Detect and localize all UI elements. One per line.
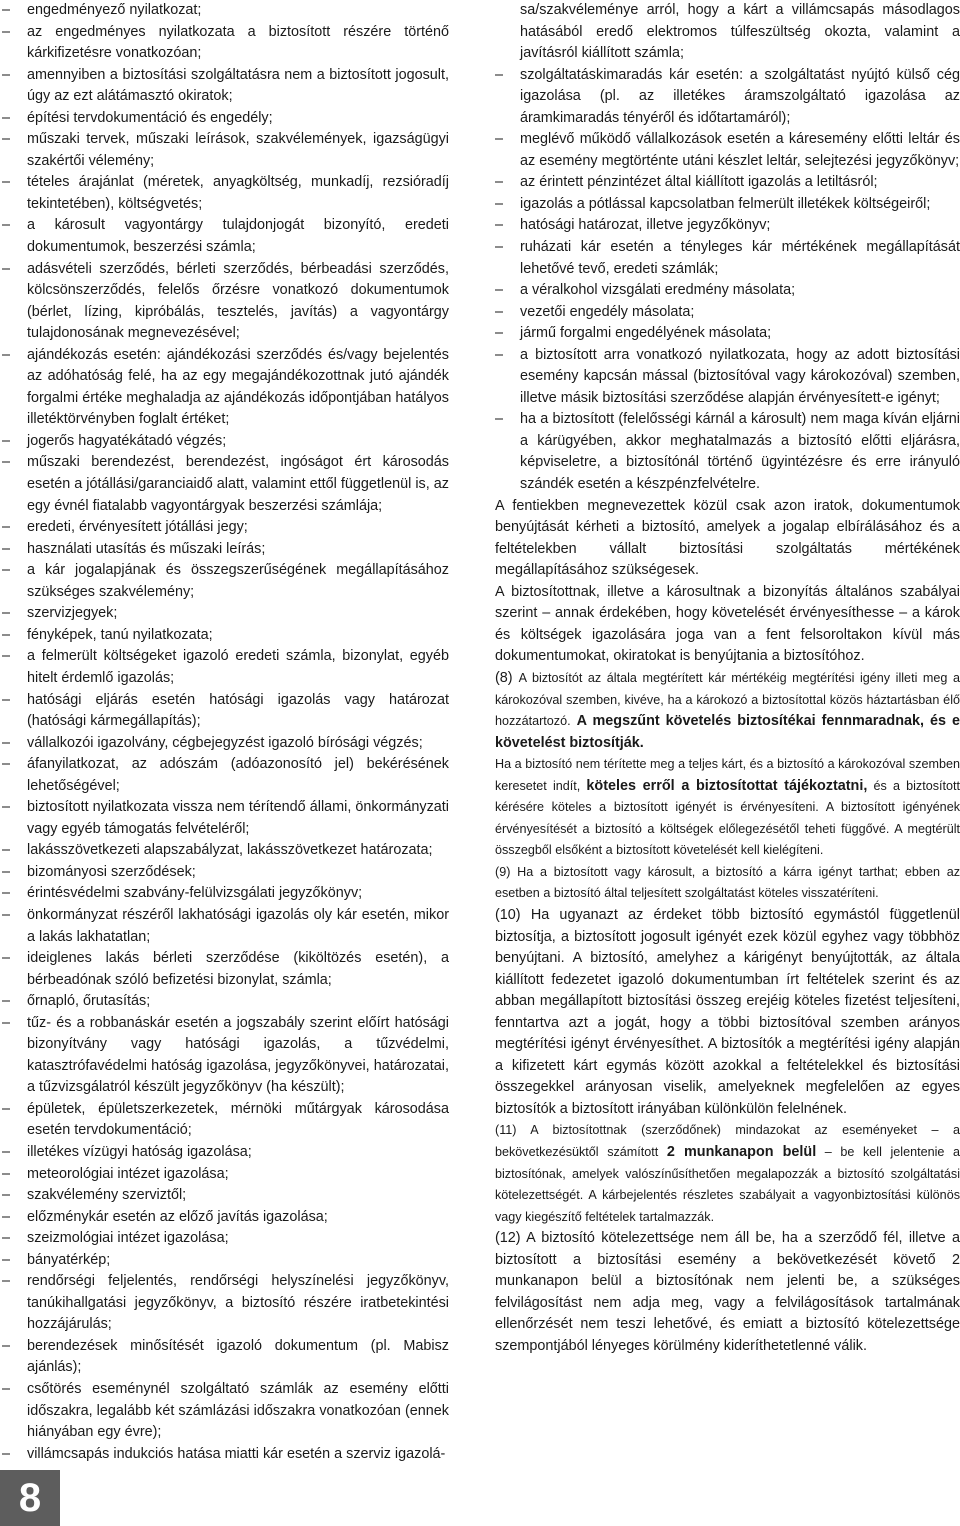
list-item xyxy=(2,1185,449,1207)
dash-bullet-icon: – xyxy=(2,1100,11,1117)
list-item xyxy=(2,1099,449,1142)
dash-bullet-icon: – xyxy=(2,885,11,902)
dash-bullet-icon: – xyxy=(2,454,11,471)
dash-bullet-icon: – xyxy=(2,540,11,557)
list-item-text: tűz- és a robbanáskár esetén a jogszabály szerint előírt hatósági bizonyítvány vagy hatósági igazolás, a tűzvédelmi, katasztrófavédelmi hatóság igazolása, jegyzőkönyvei, határozatai, a tűzvizsgálatról készült jegyzőkönyv (ha készült); xyxy=(27,1014,449,1096)
list-item xyxy=(2,108,449,130)
dash-bullet-icon: – xyxy=(2,734,11,751)
list-item xyxy=(2,259,449,345)
dash-bullet-icon: – xyxy=(2,174,11,191)
list-item-text: engedményező nyilatkozat; xyxy=(27,2,202,18)
paragraph-11-post: – be kell jelentenie a biztosítónak, amelyek valószínűsíthetően megalapozzák a biztosító szolgáltatási kötelezettségét. A kárbejelentés részletes szabályait a vagyonbiztosítási különös vagy kiegészítő feltételek tartalmazzák. xyxy=(495,1144,960,1224)
list-item-text: hatósági határozat, illetve jegyzőkönyv; xyxy=(520,217,771,234)
list-item xyxy=(495,129,960,172)
list-item xyxy=(2,431,449,453)
list-item xyxy=(495,237,960,280)
list-item-text: berendezések minősítését igazoló dokumentum (pl. Mabisz ajánlás); xyxy=(27,1337,449,1376)
list-item xyxy=(2,1336,449,1379)
paragraph-10: (10) Ha ugyanazt az érdeket több biztosító egymástól függetlenül biztosítja, a biztosított jogosult igényét ezek közül egyhez vagy többhöz benyújtani. A biztosító, amelyhez a kárigényt benyújtották, az általa kiállított fedezetet igazoló dokumentumban írt feltételek szerint és az abban megállapított biztosítási összeg erejéig köteles fizetést teljesíteni, fenntartva azt a jogát, hogy a többi biztosítóval szemben arányos megtérítési igényt érvényesíthet. A biztosítók a megtérítési igény alapján a kifizetett kárt egymás között azokkal a feltételekkel és biztosítási összegekkel arányosan viselik, amelyeknek megfelelően az egyes biztosítók a biztosított irányában különkülön felelnének. xyxy=(495,906,960,1117)
list-item xyxy=(2,1013,449,1099)
list-item xyxy=(2,1250,449,1272)
dash-bullet-icon: – xyxy=(495,411,504,428)
list-item xyxy=(495,280,960,302)
paragraph-9: (9) Ha a biztosított vagy károsult, a biztosító a kárra igényt tarthat; ebben az esetben a biztosító által teljesített szolgáltatást köteles visszatéríteni. xyxy=(495,864,960,901)
paragraph-12: (12) A biztosító kötelezettsége nem áll be, ha a szerződő fél, illetve a biztosított a biztosítási esemény a bekövetkezését követő 2 munkanapon belül a biztosítónak nem jelenti be, a szükséges felvilágosítást nem adja meg, vagy a felvilágosítások tartalmának ellenőrzését nem teszi lehetővé, és emiatt a biztosító kötelezettsége szempontjából lényeges körülmény kideríthetetlenné válik. xyxy=(495,1230,960,1354)
list-item xyxy=(495,65,960,130)
list-item-text: szervizjegyek; xyxy=(27,605,118,622)
dash-bullet-icon: – xyxy=(2,691,11,708)
list-item xyxy=(2,840,449,862)
dash-bullet-icon: – xyxy=(2,756,11,773)
list-item-text: csőtörés eseménynél szolgáltató számlák az esemény előtti időszakra, legalább két számlázási időszakra vonatkozóan (ennek hiányában egy évre); xyxy=(27,1381,449,1441)
list-item-text: szakvélemény szerviztől; xyxy=(27,1187,187,1204)
list-item-text: műszaki berendezést, berendezést, ingóságot ért károsodás esetén a jótállási/garanciaidő alatt, valamint ettől függetlenül is, az egy évnél fiatalabb vagyontárgyak beszerzési számlája; xyxy=(27,454,449,514)
dash-bullet-icon: – xyxy=(2,1251,11,1268)
dash-bullet-icon: – xyxy=(2,1143,11,1160)
dash-bullet-icon: – xyxy=(495,346,504,363)
list-item-continuation: sa/szakvéleménye arról, hogy a kárt a villámcsapás másodlagos hatásából eredő elektromos túlfeszültség okozta, valamint a javításról kiállított számla; xyxy=(520,2,960,62)
list-item-text: ideiglenes lakás bérleti szerződése (kiköltözés esetén), a bérbeadónak szóló befizetési bizonylat, számla; xyxy=(27,950,449,988)
list-item-text: fényképek, tanú nyilatkozata; xyxy=(27,626,213,643)
list-item-text: jogerős hagyatékátadó végzés; xyxy=(27,432,227,449)
list-item-text: bányatérkép; xyxy=(27,1251,111,1268)
dash-bullet-icon: – xyxy=(2,131,11,148)
paragraph-2: A biztosítottnak, illetve a károsultnak a bizonyítás általános szabályai szerint – annak érdekében, hogy követelését érvényesíthesse – a károk és költségek igazolására joga van a fent felsoroltakon kívül más dokumentumokat, okiratokat is benyújtania a biztosítóhoz. xyxy=(495,583,960,665)
list-item xyxy=(495,172,960,194)
list-item xyxy=(2,1379,449,1444)
dash-bullet-icon: – xyxy=(2,66,11,83)
list-item-text: épületek, épületszerkezetek, mérnöki műtárgyak károsodása esetén tervdokumentáció; xyxy=(27,1100,449,1139)
dash-bullet-icon: – xyxy=(2,1381,11,1397)
list-item xyxy=(2,1444,449,1466)
dash-bullet-icon: – xyxy=(2,2,11,18)
dash-bullet-icon: – xyxy=(2,1014,11,1031)
list-item xyxy=(495,323,960,345)
list-item-text: őrnapló, őrutasítás; xyxy=(27,993,151,1010)
dash-bullet-icon: – xyxy=(2,626,11,643)
list-item xyxy=(2,862,449,884)
dash-bullet-icon: – xyxy=(495,282,504,299)
paragraph-8 xyxy=(495,668,960,754)
list-item-text: rendőrségi feljelentés, rendőrségi helyszínelési jegyzőkönyv, tanúkihallgatási jegyzőkönyv, a biztosító részére iratbetekintési hozzájárulás; xyxy=(27,1273,449,1333)
list-item xyxy=(2,625,449,647)
list-item-text: előzménykár esetén az előző javítás igazolása; xyxy=(27,1208,328,1225)
list-item xyxy=(2,883,449,905)
dash-bullet-icon: – xyxy=(2,648,11,665)
list-item xyxy=(495,302,960,324)
page-number: 8 xyxy=(0,1470,60,1526)
right-column xyxy=(495,0,960,1357)
list-item xyxy=(2,1207,449,1229)
list-item xyxy=(2,797,449,840)
list-item xyxy=(2,754,449,797)
list-item-text: használati utasítás és műszaki leírás; xyxy=(27,540,266,557)
list-item-text: ruházati kár esetén a tényleges kár mértékének megállapítását lehetővé tevő, eredeti számlák; xyxy=(520,239,960,277)
dash-bullet-icon: – xyxy=(495,66,504,83)
list-item xyxy=(495,345,960,410)
list-item-text: a biztosított arra vonatkozó nyilatkozata, hogy az adott biztosítási esemény kapcsán mással (biztosítóval vagy károkozóval) szemben, illetve másik biztosítási szerződése alapján érvényesített-e igényt; xyxy=(520,346,960,406)
paragraph-8-bold: A megszűnt követelés biztosítékai fennmaradnak, és e követelést biztosítják. xyxy=(495,713,960,751)
dash-bullet-icon: – xyxy=(2,346,11,363)
dash-bullet-icon: – xyxy=(2,799,11,816)
dash-bullet-icon: – xyxy=(2,1445,11,1462)
list-item xyxy=(2,452,449,517)
list-item-text: áfanyilatkozat, az adószám (adóazonosító jel) bekérésének lehetőségével; xyxy=(27,756,449,794)
dash-bullet-icon: – xyxy=(2,1208,11,1225)
dash-bullet-icon: – xyxy=(495,217,504,234)
list-item-text: a károsult vagyontárgy tulajdonjogát bizonyító, eredeti dokumentumok, beszerzési számla; xyxy=(27,217,449,256)
list-item-text: hatósági eljárás esetén hatósági igazolás vagy határozat (hatósági kármegállapítás); xyxy=(27,691,449,730)
list-item xyxy=(2,345,449,431)
list-item xyxy=(2,65,449,108)
dash-bullet-icon: – xyxy=(2,109,11,126)
paragraph-8b xyxy=(495,754,960,862)
list-item xyxy=(2,905,449,948)
list-item-text: villámcsapás indukciós hatása miatti kár esetén a szerviz igazolá- xyxy=(27,1445,446,1462)
list-item xyxy=(495,194,960,216)
list-item-text: illetékes vízügyi hatóság igazolása; xyxy=(27,1143,252,1160)
dash-bullet-icon: – xyxy=(2,842,11,859)
list-item-text: vállalkozói igazolvány, cégbejegyzést igazoló bírósági végzés; xyxy=(27,734,423,751)
dash-bullet-icon: – xyxy=(2,260,11,277)
list-item-text: műszaki tervek, műszaki leírások, szakvélemények, igazságügyi szakértői vélemény; xyxy=(27,131,449,169)
left-column xyxy=(2,0,449,1465)
dash-bullet-icon: – xyxy=(2,950,11,967)
paragraph-11 xyxy=(495,1120,960,1228)
list-item xyxy=(2,1142,449,1164)
list-item xyxy=(2,129,449,172)
dash-bullet-icon: – xyxy=(495,174,504,191)
paragraph-8b-pre: Ha a biztosító nem térítette meg a teljes kárt, és a biztosító a károkozóval szemben keresetet indít, xyxy=(495,757,960,793)
list-item-text: vezetői engedély másolata; xyxy=(520,303,695,320)
dash-bullet-icon: – xyxy=(495,239,504,256)
dash-bullet-icon: – xyxy=(2,1165,11,1182)
dash-bullet-icon: – xyxy=(495,325,504,342)
list-item-text: bizományosi szerződések; xyxy=(27,863,196,880)
dash-bullet-icon: – xyxy=(2,519,11,536)
dash-bullet-icon: – xyxy=(2,217,11,234)
list-item xyxy=(495,409,960,495)
list-item xyxy=(2,560,449,603)
list-item-text: a felmerült költségeket igazoló eredeti számla, bizonylat, egyéb hitelt érdemlő igazolás; xyxy=(27,648,449,686)
dash-bullet-icon: – xyxy=(2,1187,11,1204)
list-item-text: a kár jogalapjának és összegszerűségének megállapításához szükséges szakvélemény; xyxy=(27,562,449,600)
list-item-text: érintésvédelmi szabvány-felülvizsgálati jegyzőkönyv; xyxy=(27,885,363,902)
list-item-text: eredeti, érvényesített jótállási jegy; xyxy=(27,519,248,536)
paragraph-8b-bold: köteles erről a biztosítottat tájékoztatni, xyxy=(586,777,868,794)
list-item-text: szolgáltatáskimaradás kár esetén: a szolgáltatást nyújtó külső cég igazolása (pl. az illetékes áramszolgáltató igazolása az áramkimaradás tényéről és időtartamáról); xyxy=(520,66,960,126)
list-item-text: meteorológiai intézet igazolása; xyxy=(27,1165,229,1182)
list-item xyxy=(2,733,449,755)
list-item-text: ha a biztosított (felelősségi kárnál a károsult) nem maga kíván eljárni a kárügyében, akkor meghatalmazás a biztosító előtti eljárásra, képviseletre, a biztosítónál történő ügyintézésre és erre irányuló szándék esetén a készpénzfelvételre. xyxy=(520,411,960,493)
list-item-text: szeizmológiai intézet igazolása; xyxy=(27,1230,229,1247)
paragraph-8-number: (8) xyxy=(495,669,513,686)
paragraph-11-bold: 2 munkanapon belül xyxy=(666,1143,817,1160)
list-item-text: igazolás a pótlással kapcsolatban felmerült illetékek költségeiről; xyxy=(520,195,931,212)
dash-bullet-icon: – xyxy=(495,303,504,320)
list-item xyxy=(2,948,449,991)
paragraph-8-text: A biztosítót az általa megtérített kár mértékéig megtérítési igény illeti meg a károkozóval szemben, kivéve, ha a károkozó a biztosítottal közös háztartásban élő hozzátartozó. xyxy=(495,670,960,729)
dash-bullet-icon: – xyxy=(2,23,11,40)
list-item-text: biztosított nyilatkozata vissza nem térítendő állami, önkormányzati vagy egyéb támogatás felvételéről; xyxy=(27,799,449,837)
list-item xyxy=(2,1228,449,1250)
list-item xyxy=(2,603,449,625)
list-item-text: adásvételi szerződés, bérleti szerződés, bérbeadási szerződés, kölcsönszerződés, felelős őrzésre vonatkozó dokumentumok (bérlet, lízing, kipróbálás, tesztelés, javítás) a vagyontárgy tulajdonosának megnevezésével; xyxy=(27,260,449,342)
dash-bullet-icon: – xyxy=(2,432,11,449)
list-item xyxy=(2,690,449,733)
dash-bullet-icon: – xyxy=(2,906,11,923)
list-item-text: tételes árajánlat (méretek, anyagköltség, munkadíj, rezsióradíj tekintetében), költségvetés; xyxy=(27,174,449,212)
list-item-text: az engedményes nyilatkozata a biztosított részére történő kárkifizetésre vonatkozóan; xyxy=(27,23,449,62)
dash-bullet-icon: – xyxy=(2,605,11,622)
dash-bullet-icon: – xyxy=(2,863,11,880)
list-item-text: lakásszövetkezeti alapszabályzat, lakásszövetkezet határozata; xyxy=(27,842,433,859)
list-item xyxy=(2,0,449,22)
list-item xyxy=(2,539,449,561)
list-item xyxy=(2,215,449,258)
dash-bullet-icon: – xyxy=(2,993,11,1010)
list-item-text: meglévő működő vállalkozások esetén a káresemény előtti leltár és az esemény megtörténte utáni készlet leltár, selejtezési jegyzőkönyv; xyxy=(520,131,960,169)
list-item xyxy=(2,22,449,65)
dash-bullet-icon: – xyxy=(495,131,504,148)
paragraph-1: A fentiekben megnevezettek közül csak azon iratok, dokumentumok benyújtását kérheti a biztosító, amelyek a jogalap elbírálásához és a feltételekben vállalt biztosítási szolgáltatás mértékének megállapításához szükségesek. xyxy=(495,497,960,579)
list-item-text: ajándékozás esetén: ajándékozási szerződés és/vagy bejelentés az adóhatóság felé, ha az egy megajándékozottnak jutó ajándék forgalmi értéke meghaladja az ajándékozás időpontjában hatályos illetéktörvényben foglalt értéket; xyxy=(27,346,449,428)
dash-bullet-icon: – xyxy=(2,1337,11,1354)
list-item xyxy=(2,517,449,539)
list-item-text: önkormányzat részéről lakhatósági igazolás oly kár esetén, mikor a lakás lakhatatlan; xyxy=(27,906,449,945)
dash-bullet-icon: – xyxy=(495,195,504,212)
right-list xyxy=(495,65,960,496)
list-item-text: amennyiben a biztosítási szolgáltatásra nem a biztosított jogosult, úgy az ezt alátámasztó okiratok; xyxy=(27,66,449,105)
list-item xyxy=(2,1164,449,1186)
dash-bullet-icon: – xyxy=(2,1230,11,1247)
list-item-text: jármű forgalmi engedélyének másolata; xyxy=(520,325,772,342)
dash-bullet-icon: – xyxy=(2,562,11,579)
paragraph-11-pre: (11) A biztosítottnak (szerződőnek) mindazokat az eseményeket – a bekövetkezésüktől számított xyxy=(495,1123,960,1159)
list-item xyxy=(2,991,449,1013)
dash-bullet-icon: – xyxy=(2,1273,11,1290)
list-item xyxy=(495,215,960,237)
list-item xyxy=(2,1271,449,1336)
list-item-text: építési tervdokumentáció és engedély; xyxy=(27,109,273,126)
list-item xyxy=(2,646,449,689)
list-item-text: az érintett pénzintézet által kiállított igazolás a letiltásról; xyxy=(520,174,878,191)
paragraph-8b-post: és a biztosított kérésére köteles a biztosított igényét is érvényesíteni. A biztosított igényének érvényesítését a biztosító a költségek előlegezésétől teheti függővé. A megtérült összegből elsőként a biztosított követelését kell kielégíteni. xyxy=(495,778,960,858)
list-item-text: a véralkohol vizsgálati eredmény másolata; xyxy=(520,282,796,299)
list-item xyxy=(2,172,449,215)
